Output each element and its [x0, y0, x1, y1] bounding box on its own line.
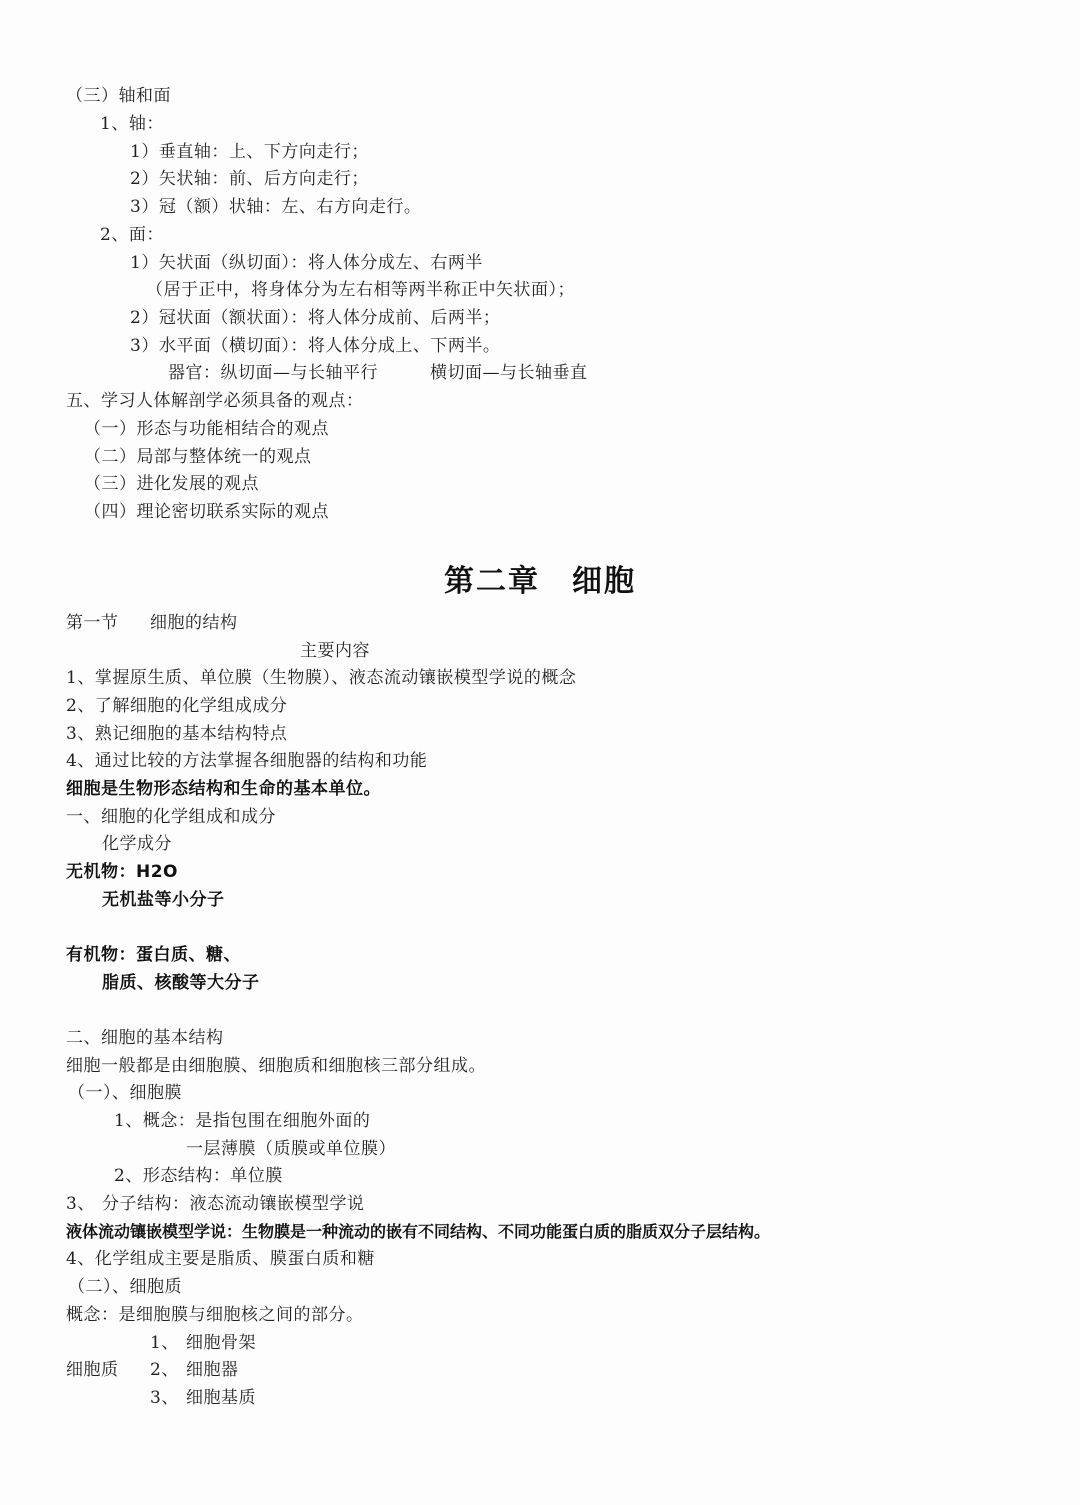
list-item: 3）水平面（横切面）：将人体分成上、下两半。 — [130, 336, 501, 356]
subheading-axes: 1、轴： — [100, 114, 164, 134]
list-item-number: 1、 — [150, 1333, 179, 1353]
list-item: 2）冠状面（额状面）：将人体分成前、后两半； — [130, 308, 501, 328]
list-item: 2）矢状轴：前、后方向走行； — [130, 169, 369, 189]
chapter-title: 第二章 细胞 — [444, 564, 636, 599]
paragraph: 细胞一般都是由细胞膜、细胞质和细胞核三部分组成。 — [66, 1056, 486, 1076]
section-heading-axes-planes: （三）轴和面 — [66, 86, 171, 106]
list-item-note: （居于正中，将身体分为左右相等两半称正中矢状面）； — [146, 280, 575, 300]
organic-line: 脂质、核酸等大分子 — [102, 973, 260, 993]
list-item: （三）进化发展的观点 — [84, 474, 259, 494]
section-heading-viewpoints: 五、学习人体解剖学必须具备的观点： — [66, 391, 364, 411]
list-item: 3）冠（额）状轴：左、右方向走行。 — [130, 197, 422, 217]
list-item-continued: 一层薄膜（质膜或单位膜） — [186, 1139, 396, 1159]
list-item: （二）局部与整体统一的观点 — [84, 447, 312, 467]
subheading-chemical: 化学成分 — [102, 834, 172, 854]
objective-item: 3、熟记细胞的基本结构特点 — [66, 724, 288, 744]
key-definition: 液体流动镶嵌模型学说：生物膜是一种流动的嵌有不同结构、不同功能蛋白质的脂质双分子层结构。 — [66, 1222, 771, 1241]
objective-item: 4、通过比较的方法掌握各细胞器的结构和功能 — [66, 751, 428, 771]
list-item: 1、概念：是指包围在细胞外面的 — [114, 1111, 371, 1131]
subheading-membrane: （一）、细胞膜 — [68, 1083, 182, 1103]
list-item: 4、化学组成主要是脂质、膜蛋白质和糖 — [66, 1249, 375, 1269]
list-item: 细胞器 — [186, 1360, 239, 1380]
list-item: 1）垂直轴：上、下方向走行； — [130, 142, 369, 162]
list-item: 细胞骨架 — [186, 1333, 256, 1353]
subheading-planes: 2、面： — [100, 225, 164, 245]
list-item: （一）形态与功能相结合的观点 — [84, 419, 329, 439]
section-heading-chemical: 一、细胞的化学组成和成分 — [66, 807, 276, 827]
organ-section-note: 横切面—与长轴垂直 — [430, 363, 588, 383]
list-item: （四）理论密切联系实际的观点 — [84, 502, 329, 522]
list-item: 1）矢状面（纵切面）：将人体分成左、右两半 — [130, 253, 483, 273]
inorganic-line: 无机盐等小分子 — [102, 890, 225, 910]
key-statement: 细胞是生物形态结构和生命的基本单位。 — [66, 779, 381, 799]
subheading-cytoplasm: （二）、细胞质 — [68, 1277, 182, 1297]
section-label: 第一节 — [66, 613, 119, 633]
list-item: 2、形态结构：单位膜 — [114, 1166, 283, 1186]
cytoplasm-label: 细胞质 — [66, 1360, 119, 1380]
paragraph: 概念：是细胞膜与细胞核之间的部分。 — [66, 1305, 364, 1325]
list-item-number: 3、 — [66, 1194, 95, 1214]
objective-item: 1、掌握原生质、单位膜（生物膜）、液态流动镶嵌模型学说的概念 — [66, 668, 577, 688]
list-item: 细胞基质 — [186, 1388, 256, 1408]
organic-line: 有机物：蛋白质、糖、 — [66, 945, 241, 965]
list-item-number: 3、 — [150, 1388, 179, 1408]
section-title: 细胞的结构 — [150, 613, 238, 633]
section-heading-structure: 二、细胞的基本结构 — [66, 1028, 224, 1048]
list-item-number: 2、 — [150, 1360, 179, 1380]
organ-section-note: 器官：纵切面—与长轴平行 — [168, 363, 378, 383]
inorganic-line: 无机物：H2O — [66, 862, 179, 882]
list-item: 分子结构：液态流动镶嵌模型学说 — [102, 1194, 365, 1214]
objective-item: 2、了解细胞的化学组成成分 — [66, 696, 288, 716]
main-content-heading: 主要内容 — [300, 641, 370, 661]
